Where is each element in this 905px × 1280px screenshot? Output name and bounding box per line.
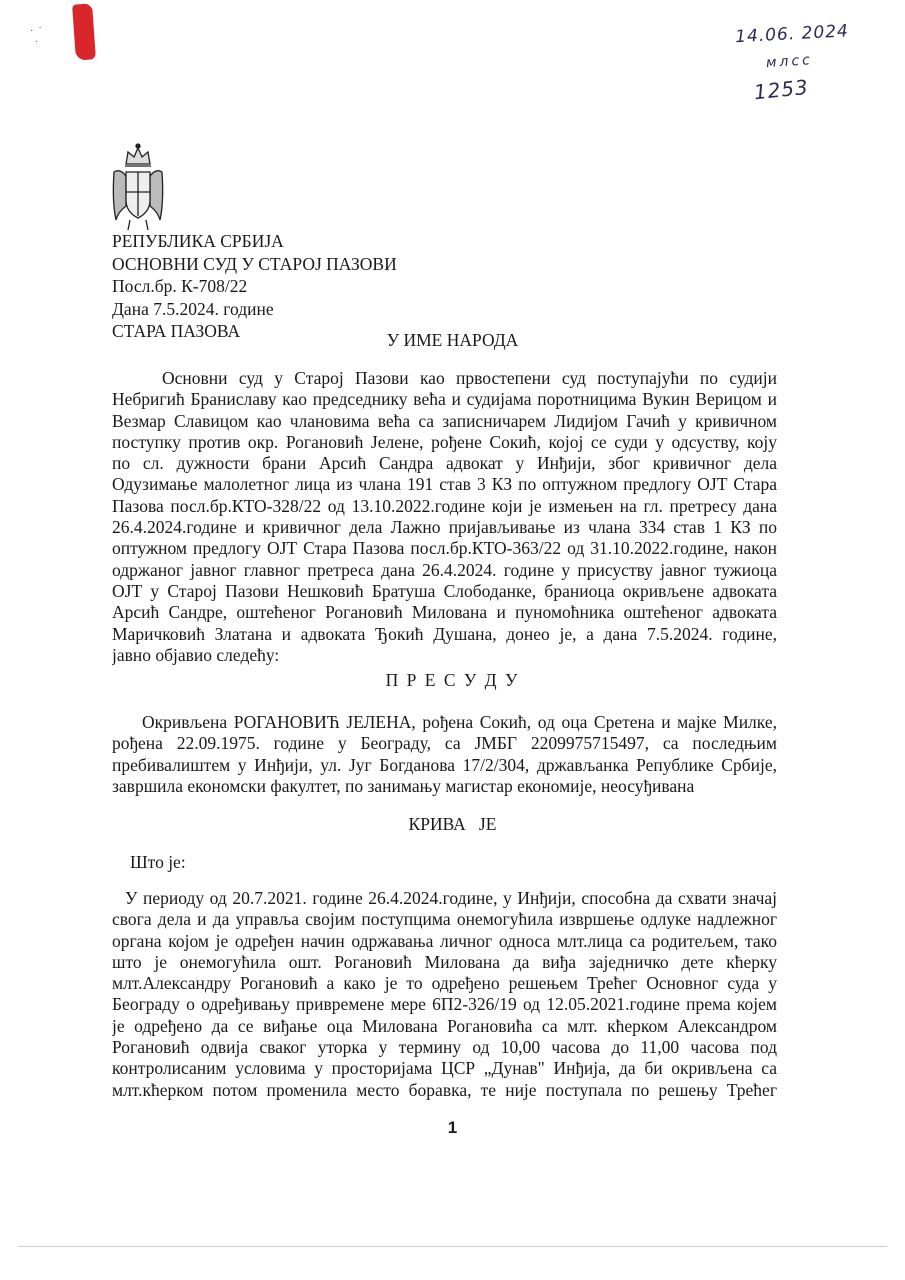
facts-line: је одређено да се виђање оца Милована Рогановића са млт. кћерком Александром [112, 1015, 777, 1036]
header-line-city: СТАРА ПАЗОВА [112, 321, 241, 341]
header-line-case-number: Посл.бр. К-708/22 [112, 276, 248, 296]
defendant-line: рођена 22.09.1975. године у Београду, са ЈМБГ 2209975715497, са последњим [112, 733, 777, 754]
intro-line: 26.4.2024.године и кривичног дела Лажно пријављивање из члана 334 став 1 КЗ по [112, 517, 777, 538]
intro-line: одржаног јавног главног претреса дана 26.4.2024. године у присуству јавног тужиоца [112, 559, 777, 580]
intro-line: поступку против окр. Рогановић Јелене, рођене Сокић, којој се суди у одсуству, коју [112, 431, 777, 452]
defendant-line: завршила економски факултет, по занимању магистар економије, неосуђивана [112, 775, 695, 796]
title-guilty: КРИВА ЈЕ [408, 814, 497, 834]
scan-specks: · ˙ · [30, 26, 42, 48]
handwritten-date: 14.06. 2024 [734, 21, 850, 48]
defendant-line: Окривљена РОГАНОВИЋ ЈЕЛЕНА, рођена Сокић, од оца Сретена и мајке Милке, [142, 712, 777, 732]
title-verdict: П Р Е С У Д У [385, 670, 520, 690]
serbian-coat-of-arms-icon [110, 142, 166, 232]
intro-line: јавно објавио следећу: [112, 644, 280, 665]
handwritten-number: 1253 [752, 74, 810, 105]
facts-line: млт.Александру Рогановић а како је то одређено решењем Трећег Основног суда у [112, 973, 777, 994]
intro-line: Везмар Славицом као члановима већа са записничарем Лидијом Гачић у кривичном [112, 410, 777, 431]
facts-line: Београду о одређивању привремене мере 6П2-326/19 од 12.05.2021.године према којем [112, 994, 777, 1015]
intro-line: оптужном предлогу ОЈТ Стара Пазова посл.бр.КТО-363/22 од 31.10.2022.године, након [112, 538, 777, 559]
intro-line: Пазова посл.бр.КТО-328/22 од 13.10.2022.године који је измењен на гл. претресу дана [112, 495, 777, 516]
intro-line: ОЈТ у Старој Пазови Нешковић Братуша Слободанке, браниоца окривљене адвоката [112, 580, 777, 601]
intro-line: по сл. дужности брани Арсић Сандра адвокат у Инђији, због кривичног дела [112, 453, 777, 474]
defendant-line: пребивалиштем у Инђији, ул. Југ Богданова 17/2/304, држављанка Републике Србије, [112, 754, 777, 775]
facts-paragraph [112, 888, 777, 1101]
intro-line: Небригић Браниславу као председнику већа и судијама поротницима Вукин Верицом и [112, 389, 777, 410]
intro-line: Одузимање малолетног лица из члана 191 став 3 КЗ по оптужном предлогу ОЈТ Стара [112, 474, 777, 495]
intro-line: Основни суд у Старој Пазови као првостепени суд поступајући по судији [162, 368, 777, 388]
facts-line: свога дела и да управља својим поступцима онемогућила извршење одлуке надлежног [112, 909, 777, 930]
page-number: 1 [447, 1118, 458, 1137]
intro-line: Арсић Сандре, оштећеног Рогановић Милована и пуномоћника оштећеног адвоката [112, 602, 777, 623]
header-line-republic: РЕПУБЛИКА СРБИЈА [112, 231, 284, 251]
scan-edge-line [18, 1246, 887, 1247]
facts-line: органа којом је одређен начин одржавања личног односа млт.лица са родитељем, тако [112, 930, 777, 951]
facts-line: контролисаним условима у просторијама ЦСР „Дунав" Инђија, да би окривљена са [112, 1058, 777, 1079]
header-line-court: ОСНОВНИ СУД У СТАРОЈ ПАЗОВИ [112, 253, 397, 274]
court-header [112, 230, 397, 343]
header-line-date: Дана 7.5.2024. године [112, 298, 274, 319]
defendant-paragraph [112, 712, 777, 797]
facts-line: У периоду од 20.7.2021. године 26.4.2024.године, у Инђији, способна да схвати значај [125, 888, 777, 908]
what-label: Што је: [130, 852, 186, 872]
handwritten-initials: млсс [765, 51, 814, 72]
facts-line: млт.кћерком потом променила место боравка, те није поступала по решењу Трећег [112, 1079, 777, 1100]
intro-paragraph [112, 368, 777, 666]
intro-line: Маричковић Златана и адвоката Ђокић Душана, донео је, а дана 7.5.2024. године, [112, 623, 777, 644]
facts-line: Рогановић одвија сваког уторка у термину од 10,00 часова до 11,00 часова под [112, 1037, 777, 1058]
handwritten-note [669, 22, 849, 109]
red-ink-mark [72, 3, 96, 60]
title-in-name-of-people: У ИМЕ НАРОДА [386, 330, 519, 350]
facts-line: што је онемогућила ошт. Рогановић Милована да виђа заједничко дете кћерку [112, 951, 777, 972]
